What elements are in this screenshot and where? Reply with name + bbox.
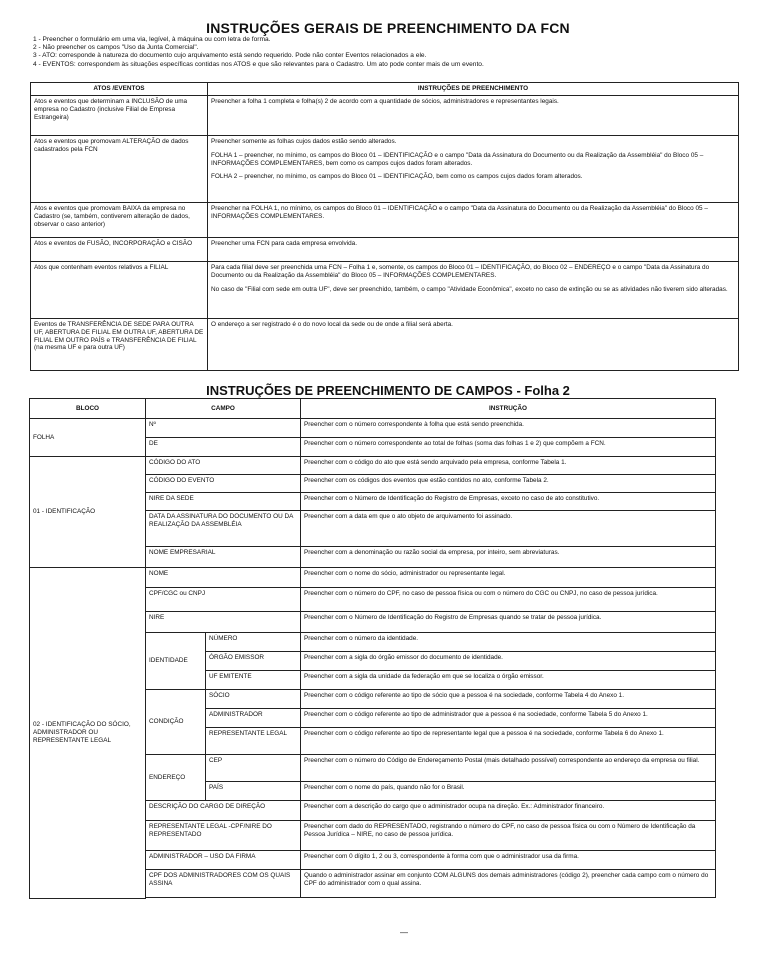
intro-line: 1 - Preencher o formulário em uma via, legível, à máquina ou com letra de forma. [33, 36, 271, 43]
ato-cell: Atos que contenham eventos relativos a FILIAL [31, 262, 208, 319]
ato-cell: Atos e eventos que promovam BAIXA da empresa no Cadastro (se, também, contiverem alteração de dados, observar o caso anterior) [31, 203, 208, 238]
bloco-identificacao: 01 - IDENTIFICAÇÃO [30, 457, 146, 568]
intro-line: 2 - Não preencher os campos "Uso da Junta Comercial". [33, 44, 199, 52]
instr-cell: Preencher com o código do ato que está sendo arquivado pela empresa, conforme Tabela 1. [301, 457, 716, 475]
instr-cell [208, 96, 739, 136]
instr-cell: Preencher com os códigos dos eventos que estão contidos no ato, conforme Tabela 2. [301, 475, 716, 493]
page-title: INSTRUÇÕES GERAIS DE PREENCHIMENTO DA FCN [206, 20, 570, 36]
bloco-folha: FOLHA [30, 419, 146, 457]
instr-cell: Preencher com o Número de Identificação do Registro de Empresas quando se tratar de pessoa jurídica. [301, 612, 716, 633]
campo-cell: NOME [146, 568, 301, 588]
column-header-instrucoes: INSTRUÇÕES DE PREENCHIMENTO [208, 83, 739, 96]
instr-cell: Preencher com a denominação ou razão social da empresa, por inteiro, sem abreviaturas. [301, 547, 716, 568]
ato-cell: Eventos de TRANSFERÊNCIA DE SEDE PARA OUTRA UF, ABERTURA DE FILIAL EM OUTRA UF, ABERTURA DE FILIAL EM OUTRO PAÍS e TRANSFERÊNCIA DE FILIAL (na mesma UF e para outra UF) [31, 319, 208, 371]
subcampo-cell: ADMINISTRADOR [206, 709, 301, 728]
instr-paragraph: O endereço a ser registrado é o do novo local da sede ou de onde a filial será aberta. [211, 321, 453, 328]
field-instructions-table [29, 398, 716, 899]
instr-cell: Quando o administrador assinar em conjunto COM ALGUNS dos demais administradores (código 2), preencher cada campo com o número do CPF do administrador com o qual assina. [301, 870, 716, 898]
instr-cell: Preencher com o código referente ao tipo de sócio que a pessoa é na sociedade, conforme Tabela 4 do Anexo 1. [301, 690, 716, 709]
instr-cell: Preencher com o número da identidade. [301, 633, 716, 652]
campo-cell: DE [146, 438, 301, 457]
instr-cell: Preencher com a sigla do órgão emissor do documento de identidade. [301, 652, 716, 671]
instr-cell [208, 136, 739, 203]
column-header-atos: ATOS /EVENTOS [31, 83, 208, 96]
instr-cell: Preencher com a data em que o ato objeto de arquivamento foi assinado. [301, 511, 716, 547]
subcampo-cell: PAÍS [206, 782, 301, 801]
campo-cell: CPF/CGC ou CNPJ [146, 588, 301, 612]
instr-cell: Preencher com dado do REPRESENTADO, registrando o número do CPF, no caso de pessoa física ou com o Número de Identificação da Pessoa Jurídica – NIRE, no caso de pessoa jurídica. [301, 821, 716, 851]
instr-cell: Preencher com o código referente ao tipo de administrador que a pessoa é na sociedade, conforme Tabela 5 do Anexo 1. [301, 709, 716, 728]
instr-cell: Preencher com a descrição do cargo que o administrador ocupa na direção. Ex.: Administrador financeiro. [301, 801, 716, 821]
instr-cell: Preencher com o número correspondente à folha que está sendo preenchida. [301, 419, 716, 438]
campo-condicao: CONDIÇÃO [146, 690, 206, 755]
instr-paragraph: FOLHA 2 – preencher, no mínimo, os campos do Bloco 01 – IDENTIFICAÇÃO, bem como os campos cujos dados foram alterados. [211, 173, 583, 181]
subcampo-cell: CEP [206, 755, 301, 782]
intro-line: 3 - ATO: corresponde à natureza do documento cujo arquivamento está sendo requerido. Pode não conter Eventos relacionados a ele. [33, 52, 427, 60]
campo-cell: DATA DA ASSINATURA DO DOCUMENTO OU DA REALIZAÇÃO DA ASSEMBLÉIA [146, 511, 301, 547]
campo-cell: Nº [146, 419, 301, 438]
section-title-campos: INSTRUÇÕES DE PREENCHIMENTO DE CAMPOS - Folha 2 [206, 383, 570, 398]
general-instructions-table [30, 82, 739, 371]
campo-identidade: IDENTIDADE [146, 633, 206, 690]
intro-notes [33, 36, 733, 69]
ato-cell: Atos e eventos que promovam ALTERAÇÃO de dados cadastrados pela FCN [31, 136, 208, 203]
instr-cell: Preencher com o número do Código de Endereçamento Postal (mais detalhado possível) correspondente ao endereço da empresa ou filial. [301, 755, 716, 782]
instr-paragraph: FOLHA 1 – preencher, no mínimo, os campos do Bloco 01 – IDENTIFICAÇÃO e o campo "Data da Assinatura do Documento ou da Realização da Assembléia" do Bloco 05 – INFORMAÇÕES COMPLEMENTARES, bem como os campos cujos dados foram alterados. [211, 151, 704, 167]
instr-paragraph: No caso de "Filial com sede em outra UF", deve ser preenchido, também, o campo "Atividade Econômica", exceto no caso de extinção ou se as atividades não tiverem sido alteradas. [211, 285, 728, 293]
subcampo-cell: REPRESENTANTE LEGAL [206, 728, 301, 755]
instr-cell: Preencher com o número correspondente ao total de folhas (soma das folhas 1 e 2) que compõem a FCN. [301, 438, 716, 457]
instr-paragraph: Preencher somente as folhas cujos dados estão sendo alterados. [211, 138, 397, 145]
instr-paragraph: Preencher a folha 1 completa e folha(s) 2 de acordo com a quantidade de sócios, administradores e representantes legais. [211, 98, 559, 105]
column-header-campo: CAMPO [146, 399, 301, 419]
spacer [146, 898, 716, 899]
campo-cell: NIRE DA SEDE [146, 493, 301, 511]
campo-cell: REPRESENTANTE LEGAL -CPF/NIRE DO REPRESENTADO [146, 821, 301, 851]
instr-cell: Preencher com o nome do país, quando não for o Brasil. [301, 782, 716, 801]
instr-cell [208, 262, 739, 319]
campo-cell: DESCRIÇÃO DO CARGO DE DIREÇÃO [146, 801, 301, 821]
instr-paragraph: Preencher uma FCN para cada empresa envolvida. [211, 240, 357, 247]
instr-paragraph: Para cada filial deve ser preenchida uma FCN – Folha 1 e, somente, os campos do Bloco 01 – IDENTIFICAÇÃO, do Bloco 02 – ENDEREÇO e o campo "Data da Assinatura do Documento ou da Realização da Assembléia" do Bloco 05 – INFORMAÇÕES COMPLEMENTARES. [211, 264, 710, 279]
campo-endereco: ENDEREÇO [146, 755, 206, 801]
subcampo-cell: ÓRGÃO EMISSOR [206, 652, 301, 671]
page-number: — [400, 928, 408, 937]
subcampo-cell: SÓCIO [206, 690, 301, 709]
subcampo-cell: UF EMITENTE [206, 671, 301, 690]
instr-cell: Preencher com o código referente ao tipo de representante legal que a pessoa é na sociedade, conforme Tabela 6 do Anexo 1. [301, 728, 716, 755]
campo-cell: NIRE [146, 612, 301, 633]
instr-cell [208, 203, 739, 238]
bloco-socio: 02 - IDENTIFICAÇÃO DO SÓCIO, ADMINISTRADOR OU REPRESENTANTE LEGAL [30, 568, 146, 899]
instr-cell: Preencher com o número do CPF, no caso de pessoa física ou com o número do CGC ou CNPJ, no caso de pessoa jurídica. [301, 588, 716, 612]
campo-cell: CPF DOS ADMINISTRADORES COM OS QUAIS ASSINA [146, 870, 301, 898]
campo-cell: CÓDIGO DO EVENTO [146, 475, 301, 493]
ato-cell: Atos e eventos de FUSÃO, INCORPORAÇÃO e CISÃO [31, 238, 208, 262]
column-header-instrucao: INSTRUÇÃO [301, 399, 716, 419]
instr-paragraph: Preencher na FOLHA 1, no mínimo, os campos do Bloco 01 – IDENTIFICAÇÃO e o campo "Data da Assinatura do Documento ou da Realização da Assembléia" do Bloco 05 – INFORMAÇÕES COMPLEMENTARES. [211, 205, 708, 220]
intro-line: 4 - EVENTOS: correspondem às situações específicas contidas nos ATOS e que são relevantes para o Cadastro. Um ato pode conter mais de um evento. [33, 60, 484, 68]
instr-cell [208, 319, 739, 371]
instr-cell: Preencher com o Número de Identificação do Registro de Empresas, exceto no caso de ato constitutivo. [301, 493, 716, 511]
instr-cell: Preencher com 0 dígito 1, 2 ou 3, correspondente à forma com que o administrador usa da firma. [301, 851, 716, 870]
ato-cell: Atos e eventos que determinam a INCLUSÃO de uma empresa no Cadastro (inclusive Filial de Empresa Estrangeira) [31, 96, 208, 136]
instr-cell: Preencher com o nome do sócio, administrador ou representante legal. [301, 568, 716, 588]
instr-cell [208, 238, 739, 262]
campo-cell: CÓDIGO DO ATO [146, 457, 301, 475]
column-header-bloco: BLOCO [30, 399, 146, 419]
campo-cell: ADMINISTRADOR – USO DA FIRMA [146, 851, 301, 870]
campo-cell: NOME EMPRESARIAL [146, 547, 301, 568]
subcampo-cell: NÚMERO [206, 633, 301, 652]
instr-cell: Preencher com a sigla da unidade da federação em que se localiza o órgão emissor. [301, 671, 716, 690]
